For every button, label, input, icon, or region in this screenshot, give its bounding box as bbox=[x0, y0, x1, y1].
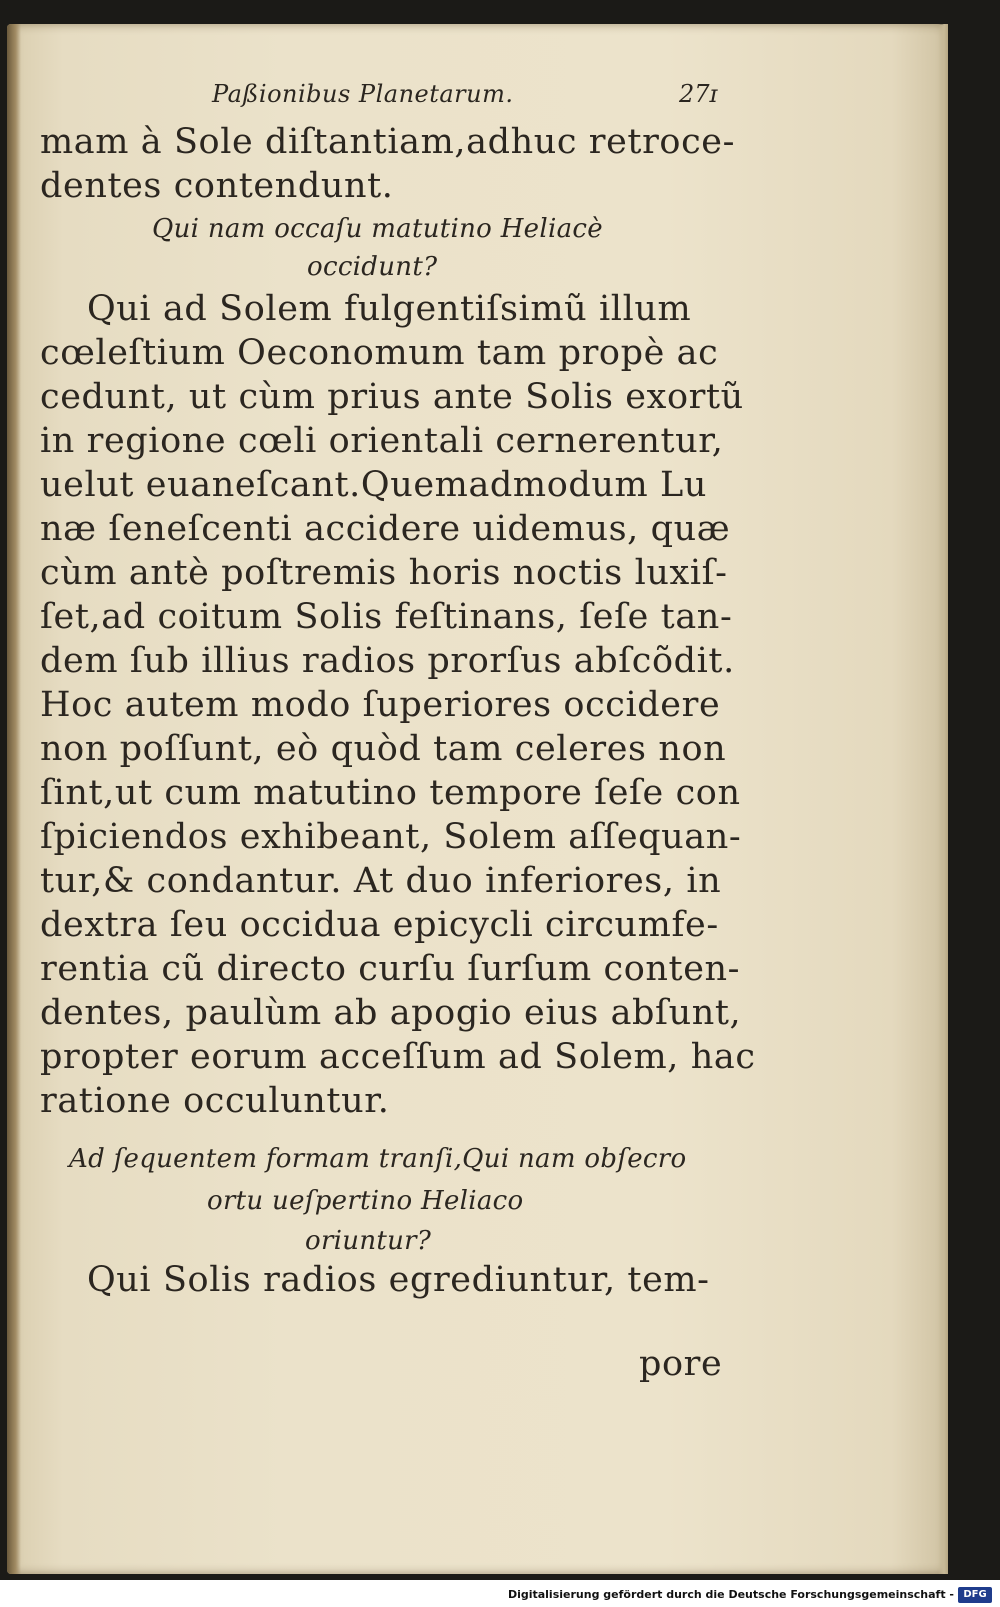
section-heading-line: oriuntur? bbox=[305, 1226, 432, 1256]
section-heading-line: Qui nam occaſu matutino Heliacè bbox=[152, 214, 603, 244]
text-line: cedunt, ut cùm prius ante Solis exortũ bbox=[40, 377, 744, 417]
text-line: rentia cũ directo curſu ſurſum conten- bbox=[40, 949, 741, 989]
text-line: næ ſeneſcenti accidere uidemus, quæ bbox=[40, 509, 731, 549]
text-line: Hoc autem modo ſuperiores occidere bbox=[40, 685, 721, 725]
text-line: Qui ad Solem fulgentiſsimũ illum bbox=[87, 289, 692, 329]
text-line: dentes, paulùm ab apogio eius abſunt, bbox=[40, 993, 742, 1033]
section-heading-line: ortu ueſpertino Heliaco bbox=[207, 1186, 524, 1216]
text-line: Qui Solis radios egrediuntur, tem- bbox=[87, 1260, 710, 1300]
page-fore-edge bbox=[938, 24, 948, 1574]
text-line: tur,& condantur. At duo inferiores, in bbox=[40, 861, 722, 901]
text-line: in regione cœli orientali cernerentur, bbox=[40, 421, 724, 461]
book-page bbox=[7, 24, 948, 1574]
dfg-logo: DFG bbox=[958, 1587, 992, 1603]
text-line: mam à Sole diſtantiam,adhuc retroce- bbox=[40, 122, 736, 162]
running-head: Paßionibus Planetarum. bbox=[212, 80, 514, 108]
text-line: ſet,ad coitum Solis feſtinans, ſeſe tan- bbox=[40, 597, 733, 637]
section-heading-line: occidunt? bbox=[307, 252, 438, 282]
text-line: dentes contendunt. bbox=[40, 166, 394, 206]
section-heading-line: Ad ſequentem formam tranſi,Qui nam obſecro bbox=[69, 1144, 687, 1174]
text-line: cùm antè poſtremis horis noctis luxiſ- bbox=[40, 553, 728, 593]
footer-credit: Digitalisierung gefördert durch die Deutsche Forschungsgemeinschaft - bbox=[507, 1588, 954, 1601]
text-line: dem ſub illius radios prorſus abſcõdit. bbox=[40, 641, 735, 681]
text-line: ratione occuluntur. bbox=[40, 1081, 390, 1121]
catchword: pore bbox=[639, 1344, 723, 1384]
text-line: ſint,ut cum matutino tempore ſeſe con bbox=[40, 773, 741, 813]
digitization-footer bbox=[0, 1585, 1000, 1607]
text-line: non poſſunt, eò quòd tam celeres non bbox=[40, 729, 727, 769]
text-line: uelut euaneſcant.Quemadmodum Lu bbox=[40, 465, 708, 505]
page-gutter bbox=[7, 24, 21, 1574]
page-number: 27ɪ bbox=[679, 80, 718, 108]
text-line: cœleſtium Oeconomum tam propè ac bbox=[40, 333, 719, 373]
text-line: ſpiciendos exhibeant, Solem aſſequan- bbox=[40, 817, 742, 857]
text-line: dextra ſeu occidua epicycli circumfe- bbox=[40, 905, 719, 945]
text-line: propter eorum acceſſum ad Solem, hac bbox=[40, 1037, 756, 1077]
